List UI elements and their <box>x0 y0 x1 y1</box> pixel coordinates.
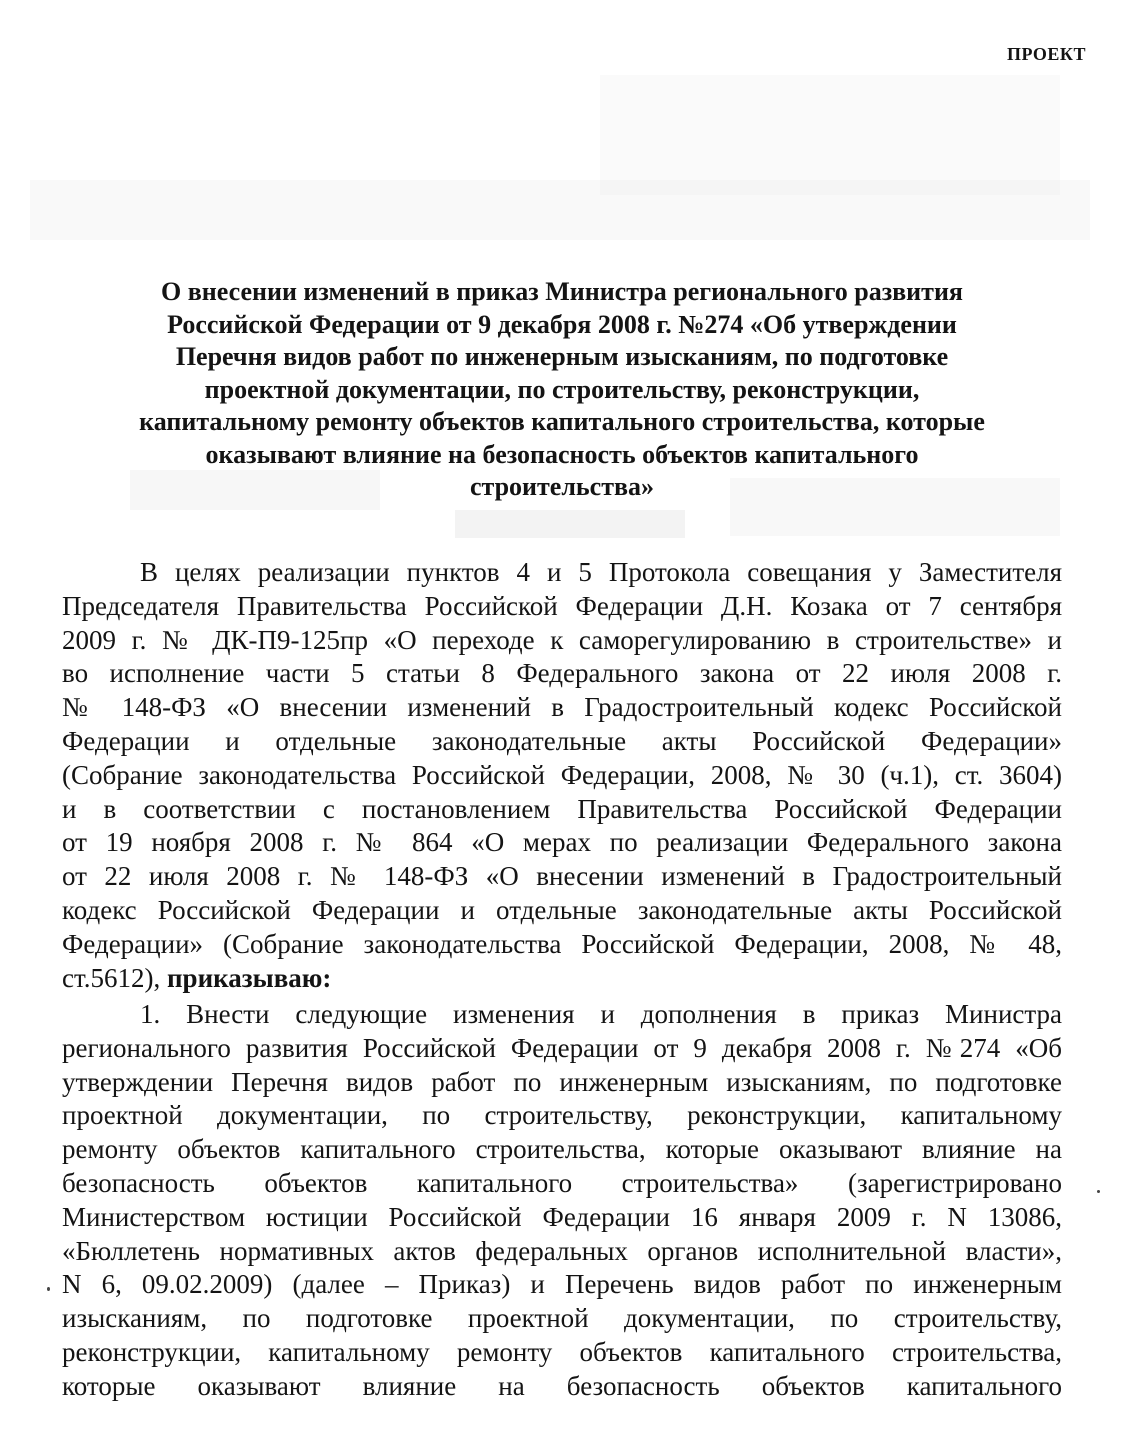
title-line: оказывают влияние на безопасность объектов капитального <box>205 439 919 469</box>
text-line: (Собрание законодательства Российской Федерации, 2008, № 30 (ч.1), ст. 3604) <box>62 759 1062 790</box>
title-line: проектной документации, по строительству, реконструкции, <box>204 374 920 404</box>
text-line: 2009 г. № ДК-П9-125пр «О переходе к саморегулированию в строительстве» и <box>62 624 1062 655</box>
document-title <box>60 276 1064 504</box>
text-line: во исполнение части 5 статьи 8 Федерального закона от 22 июля 2008 г. <box>62 658 1062 689</box>
text-line: 1. Внести следующие изменения и дополнения в приказ Министра <box>140 999 1062 1029</box>
text-line: от 22 июля 2008 г. № 148-ФЗ «О внесении изменений в Градостроительный <box>62 861 1062 892</box>
text-line: Министерством юстиции Российской Федерации 16 января 2009 г. N 13086, <box>62 1201 1062 1232</box>
text-line: регионального развития Российской Федерации от 9 декабря 2008 г. №274 «Об <box>62 1032 1062 1063</box>
text-line: реконструкции, капитальному ремонту объектов капитального строительства, <box>62 1336 1062 1367</box>
citation-text: ст.5612), <box>62 962 167 993</box>
text-line: ремонту объектов капитального строительства, которые оказывают влияние на <box>62 1134 1062 1165</box>
text-line-final <box>62 962 1062 996</box>
text-line: проектной документации, по строительству, реконструкции, капитальному <box>62 1100 1062 1131</box>
preamble-paragraph <box>62 556 1062 995</box>
title-line: Перечня видов работ по инженерным изысканиям, по подготовке <box>175 342 949 371</box>
text-line: В целях реализации пунктов 4 и 5 Протокола совещания у Заместителя <box>140 557 1062 587</box>
text-line: которые оказывают влияние на безопасность объектов капитального <box>62 1370 1062 1401</box>
title-line: О внесении изменений в приказ Министра регионального развития <box>160 277 963 306</box>
text-line: изысканиям, по подготовке проектной документации, по строительству, <box>62 1303 1062 1334</box>
text-line: «Бюллетень нормативных актов федеральных органов исполнительной власти», <box>62 1235 1062 1266</box>
text-line: № 148-ФЗ «О внесении изменений в Градостроительный кодекс Российской <box>62 692 1062 723</box>
text-line: Председателя Правительства Российской Федерации Д.Н. Козака от 7 сентября <box>62 590 1062 621</box>
scan-speck <box>1097 1190 1100 1193</box>
scan-artifact <box>455 510 685 538</box>
text-line: безопасность объектов капитального строительства» (зарегистрировано <box>62 1167 1062 1198</box>
order-keyword: приказываю: <box>167 962 332 993</box>
text-line: Федерации» (Собрание законодательства Российской Федерации, 2008, № 48, <box>62 928 1062 959</box>
title-line: Российской Федерации от 9 декабря 2008 г. №274 «Об утверждении <box>167 309 957 339</box>
draft-stamp: ПРОЕКТ <box>1007 44 1086 64</box>
text-line: от 19 ноября 2008 г. № 864 «О мерах по реализации Федерального закона <box>62 827 1062 858</box>
text-line: N 6, 09.02.2009) (далее – Приказ) и Перечень видов работ по инженерным <box>62 1269 1062 1300</box>
text-line: Федерации и отдельные законодательные акты Российской Федерации» <box>62 725 1062 756</box>
text-line: утверждении Перечня видов работ по инженерным изысканиям, по подготовке <box>62 1066 1062 1097</box>
scan-artifact <box>600 75 1060 195</box>
clause-1-paragraph <box>62 998 1062 1404</box>
scan-speck <box>47 1287 50 1291</box>
text-line: кодекс Российской Федерации и отдельные законодательные акты Российской <box>62 894 1062 925</box>
text-line: и в соответствии с постановлением Правительства Российской Федерации <box>62 793 1062 824</box>
title-line: строительства» <box>469 472 655 501</box>
title-line: капитальному ремонту объектов капитального строительства, которые <box>139 407 985 436</box>
